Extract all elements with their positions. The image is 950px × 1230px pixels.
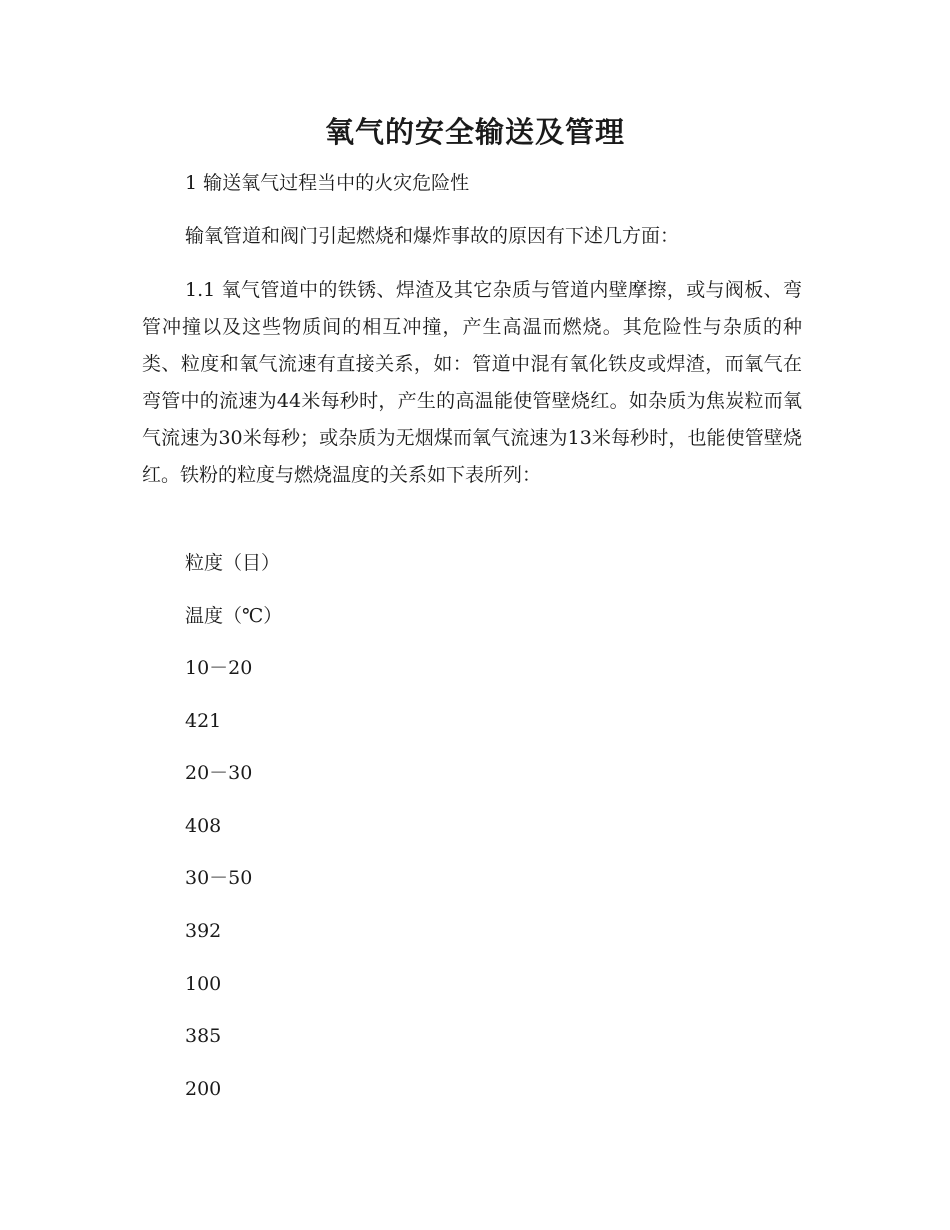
table-cell: 20－30 [185,762,253,784]
intro-paragraph: 输氧管道和阀门引起燃烧和爆炸事故的原因有下述几方面： [185,225,680,247]
document-title: 氧气的安全输送及管理 [324,115,625,149]
table-cell: 392 [185,920,222,942]
table-cell: 30－50 [185,867,253,889]
table-cell: 408 [185,815,222,837]
section-heading: 1 输送氧气过程当中的火灾危险性 [185,172,470,194]
table-cell: 421 [185,710,222,732]
table-cell: 100 [185,973,222,995]
paragraph-1-1: 1.1 氧气管道中的铁锈、焊渣及其它杂质与管道内壁摩擦，或与阀板、弯管冲撞以及这些物质间的相互冲撞，产生高温而燃烧。其危险性与杂质的种类、粒度和氧气流速有直接关系，如：管道中混有氧化铁皮或焊渣，而氧气在弯管中的流速为44米每秒时，产生的高温能使管壁烧红。如杂质为焦炭粒而氧气流速为30米每秒；或杂质为无烟煤而氧气流速为13米每秒时，也能使管壁烧红。铁粉的粒度与燃烧温度的关系如下表所列： [142,279,802,486]
table-cell: 200 [185,1078,222,1100]
table-cell: 385 [185,1025,222,1047]
table-header-granularity: 粒度（目） [185,552,281,574]
table-cell: 10－20 [185,657,253,679]
table-header-temperature: 温度（℃） [185,605,283,627]
